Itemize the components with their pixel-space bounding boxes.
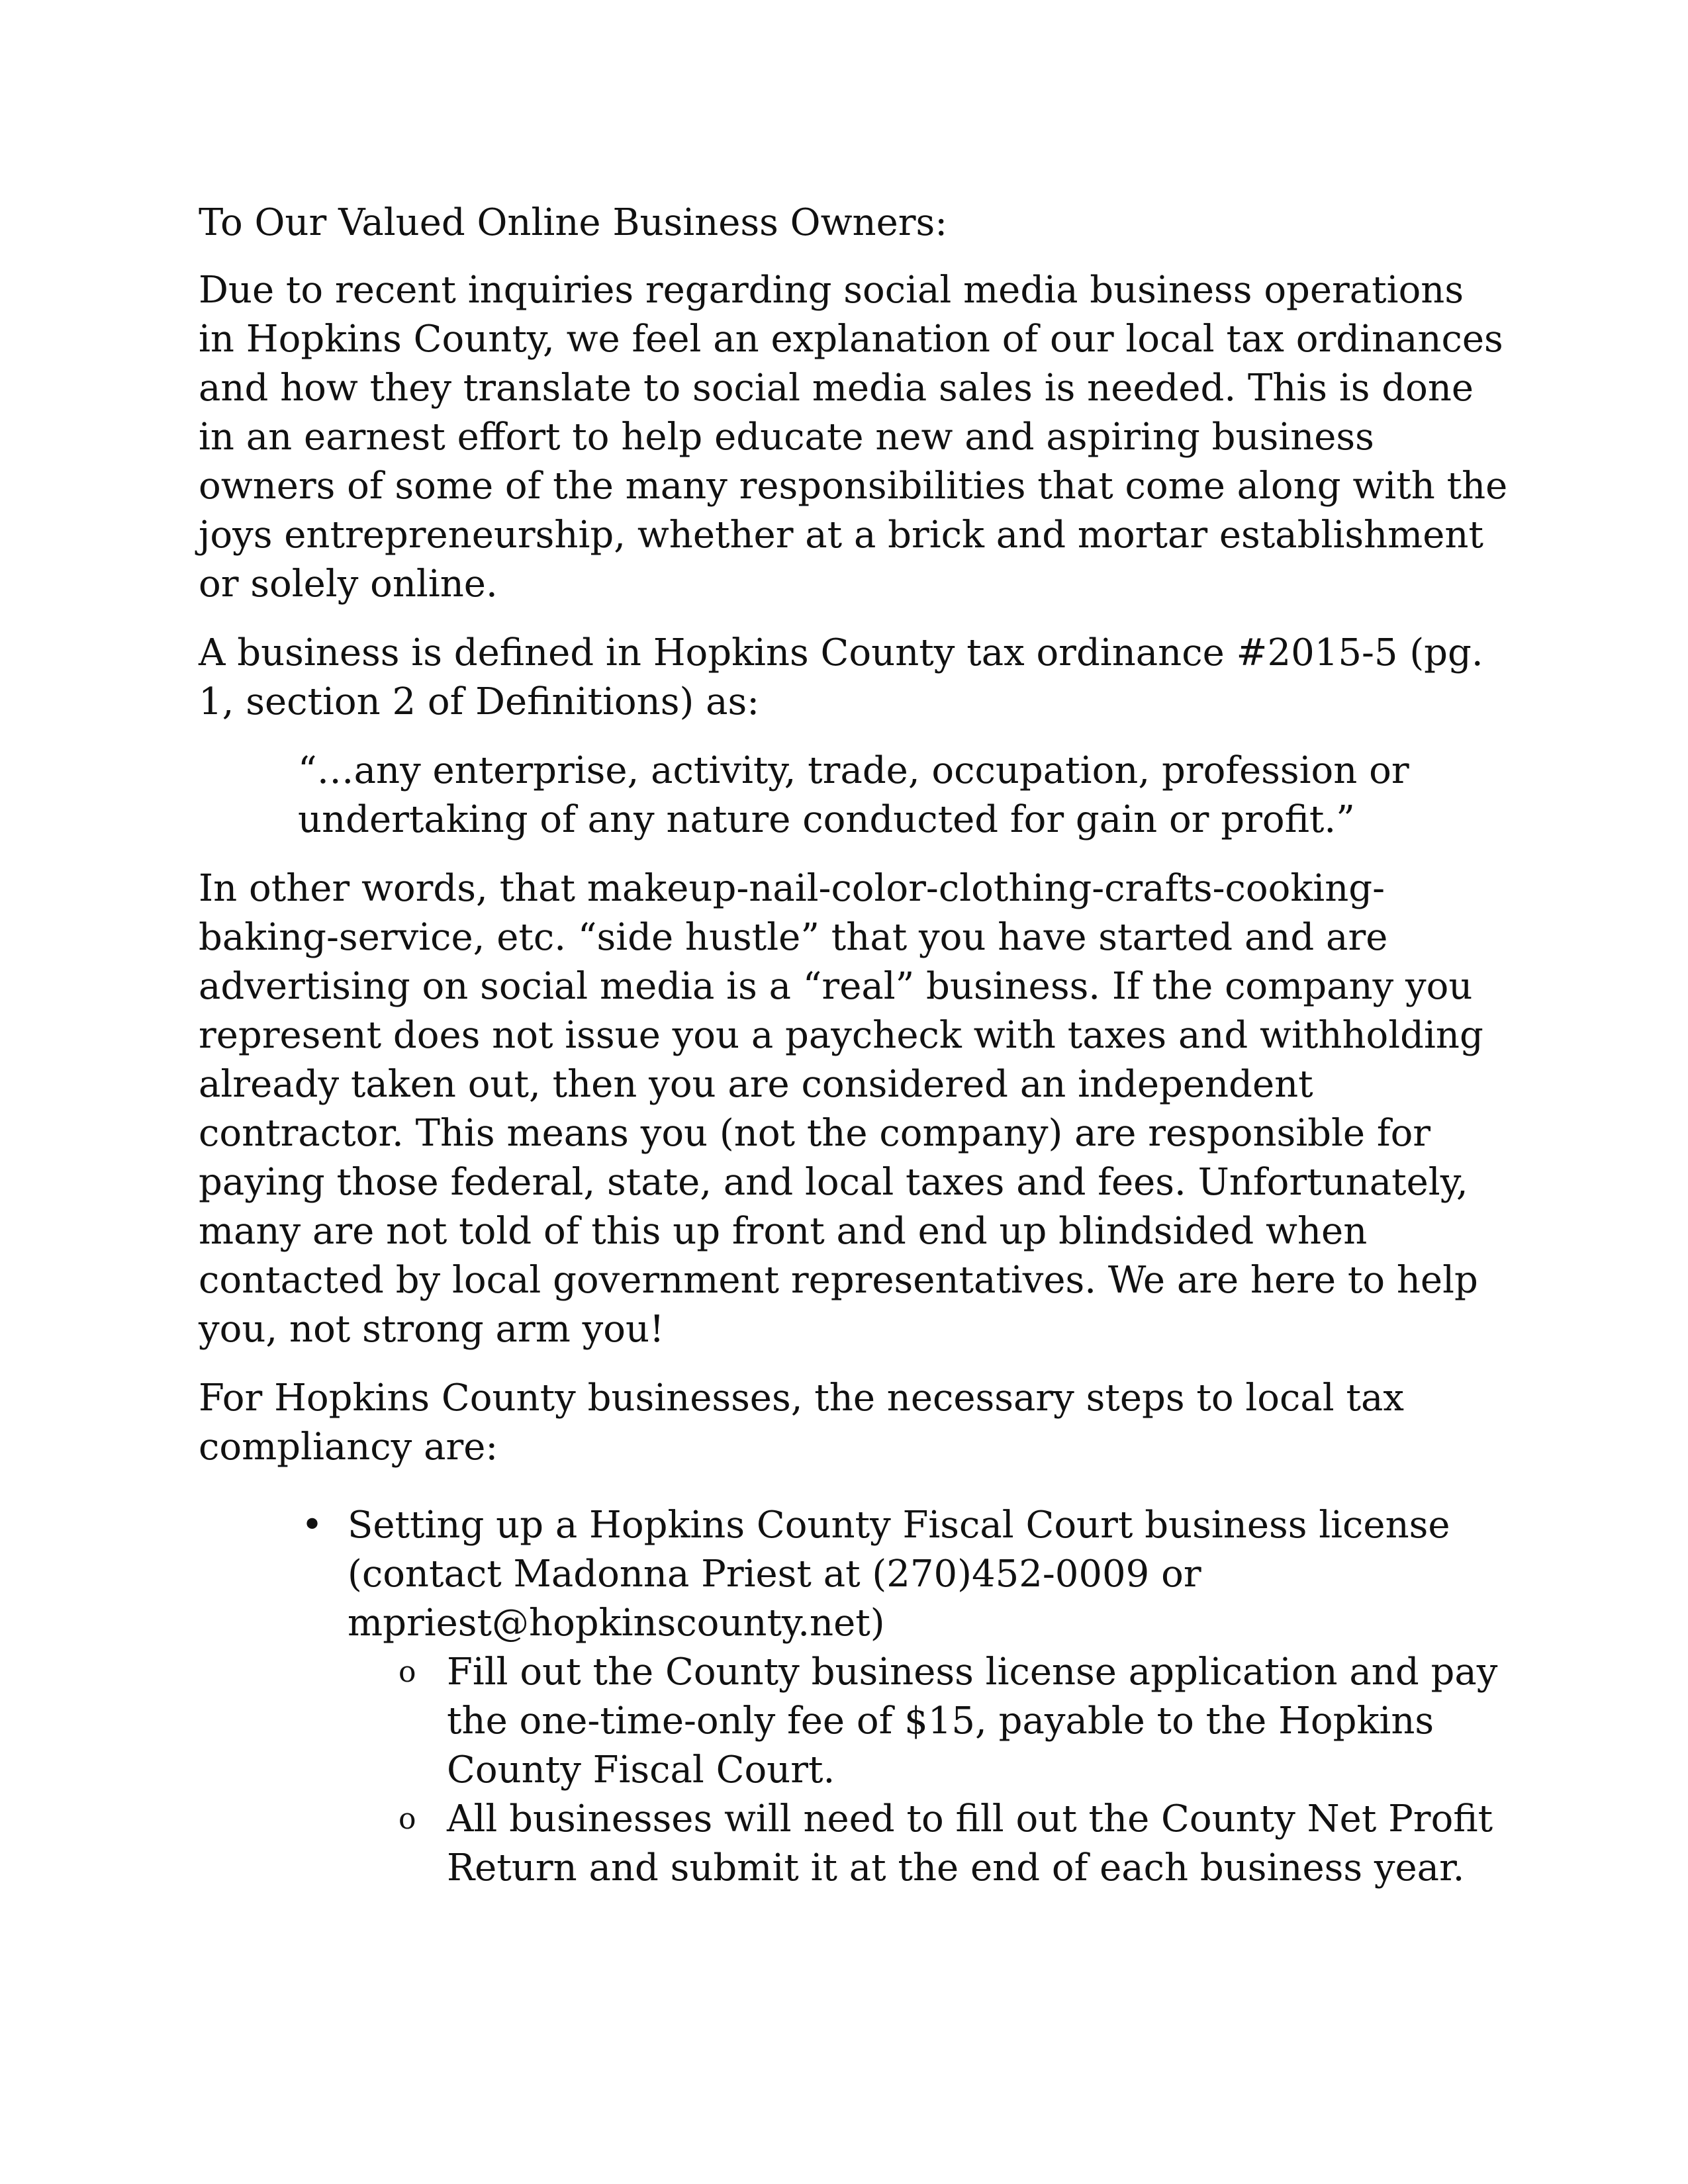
step-text: Setting up a Hopkins County Fiscal Court business license (contact Madonna Priest at (270)452-0009 or mpriest@hopkinscounty.net) [348,1504,1450,1645]
substep-item [348,1648,1509,1795]
sub-bullet-icon: o [399,1655,416,1689]
substep-item [348,1795,1509,1893]
ordinance-quote: “…any enterprise, activity, trade, occupation, profession or undertaking of any nature conducted for gain or profit.” [298,749,1409,841]
salutation: To Our Valued Online Business Owners: [199,201,948,244]
definition-paragraph: A business is defined in Hopkins County tax ordinance #2015-5 (pg. 1, section 2 of Definitions) as: [199,631,1483,723]
substeps-list [348,1648,1509,1893]
letter-page [199,199,1509,1893]
steps-intro: For Hopkins County businesses, the necessary steps to local tax compliancy are: [199,1377,1404,1469]
sub-bullet-icon: o [399,1802,416,1836]
steps-list [199,1501,1509,1893]
intro-paragraph: Due to recent inquiries regarding social media business operations in Hopkins County, we feel an explanation of our local tax ordinances and how they translate to social media sales is needed. This is done in an earnest effort to help educate new and aspiring business owners of some of the many responsibilities that come along with the joys entrepreneurship, whether at a brick and mortar establishment or solely online. [199,269,1508,606]
explanation-paragraph: In other words, that makeup-nail-color-clothing-crafts-cooking-baking-service, etc. “side hustle” that you have started and are advertising on social media is a “real” business. If the company you represent does not issue you a paycheck with taxes and withholding already taken out, then you are considered an independent contractor. This means you (not the company) are responsible for paying those federal, state, and local taxes and fees. Unfortunately, many are not told of this up front and end up blindsided when contacted by local government representatives. We are here to help you, not strong arm you! [199,867,1483,1351]
substep-text: All businesses will need to fill out the County Net Profit Return and submit it at the end of each business year. [447,1797,1493,1889]
substep-text: Fill out the County business license application and pay the one-time-only fee of $15, payable to the Hopkins County Fiscal Court. [447,1651,1498,1792]
bullet-icon: • [301,1504,324,1547]
step-item [199,1501,1509,1893]
